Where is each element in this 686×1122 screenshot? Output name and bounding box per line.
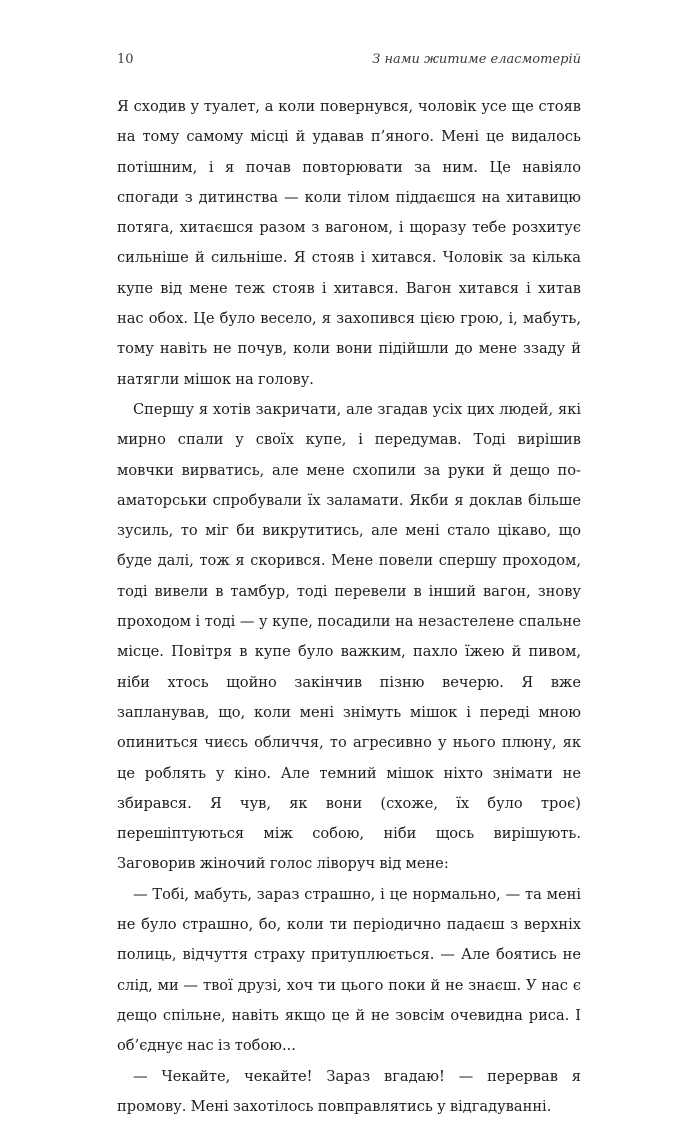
paragraph-1: Я сходив у туалет, а коли повернувся, чоловік усе ще стояв на тому самому місці й удавав п’яного. Мені це видалось потішним, і я почав повторювати за ним. Це навіяло спогади з дитинства — коли тілом піддаєшся на хитавицю потяга, хитаєшся разом з вагоном, і щоразу тебе розхитує сильніше й сильніше. Я стояв і хитався. Чоловік за кілька купе від мене теж стояв і хитався. Вагон хитався і хитав нас обох. Це було весело, я захопився цією грою, і, мабуть, тому навіть не почув, коли вони підійшли до мене ззаду й натягли мішок на голову. bbox=[117, 92, 581, 395]
running-title: З нами житиме еласмотерій bbox=[372, 52, 581, 67]
paragraph-2: Спершу я хотів закричати, але згадав усіх цих людей, які мирно спали у своїх купе, і передумав. Тоді вирішив мовчки вирватись, але мене схопили за руки й дещо по-аматорськи спробували їх заламати. Якби я доклав більше зусиль, то міг би викрутитись, але мені стало цікаво, що буде далі, тож я скорився. Мене повели спершу проходом, тоді вивели в тамбур, тоді перевели в інший вагон, знову проходом і тоді — у купе, посадили на незастелене спальне місце. Повітря в купе було важким, пахло їжею й пивом, ніби хтось щойно закінчив пізню вечерю. Я вже запланував, що, коли мені знімуть мішок і переді мною опиниться чиєсь обличчя, то агресивно у нього плюну, як це роблять у кіно. Але темний мішок ніхто знімати не збирався. Я чув, як вони (схоже, їх було троє) перешіптуються між собою, ніби щось вирішують. Заговорив жіночий голос ліворуч від мене: bbox=[117, 395, 581, 880]
body-text bbox=[117, 92, 581, 1122]
running-head bbox=[117, 52, 581, 74]
paragraph-3: — Тобі, мабуть, зараз страшно, і це нормально, — та мені не було страшно, бо, коли ти періодично падаєш з верхніх полиць, відчуття страху притуплюється. — Але боятись не слід, ми — твої друзі, хоч ти цього поки й не знаєш. У нас є дещо спільне, навіть якщо це й не зовсім очевидна риса. І об’єднує нас із тобою... bbox=[117, 880, 581, 1062]
paragraph-4: — Чекайте, чекайте! Зараз вгадаю! — перервав я промову. Мені захотілось повправлятись у відгадуванні. bbox=[117, 1062, 581, 1122]
page-number: 10 bbox=[117, 52, 134, 67]
